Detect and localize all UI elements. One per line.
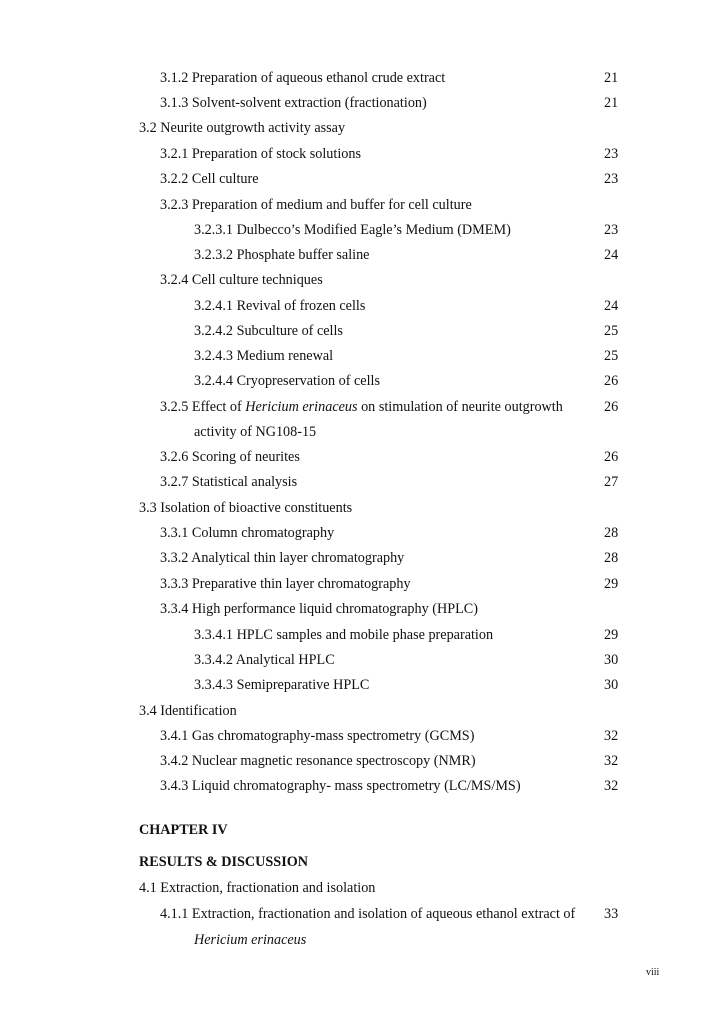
toc-entry-page-number: 30 [604, 652, 619, 668]
toc-entry-page-number: 26 [604, 373, 619, 389]
toc-entry-label [139, 700, 237, 722]
toc-entry-page-number: 33 [604, 906, 619, 922]
toc-entry[interactable] [0, 421, 728, 443]
toc-entry-page-number: 21 [604, 95, 619, 111]
toc-entry-label [160, 446, 300, 468]
toc-entry-text: 3.2.3 Preparation of medium and buffer for cell culture [160, 197, 472, 213]
toc-entry-label [160, 194, 472, 216]
toc-entry[interactable] [0, 194, 728, 216]
toc-entry-text: 3.4 Identification [139, 703, 237, 719]
chapter-subtitle: RESULTS & DISCUSSION [139, 854, 309, 870]
chapter-heading: CHAPTER IV [139, 822, 228, 838]
toc-entry[interactable] [0, 649, 728, 671]
toc-entry[interactable] [0, 143, 728, 165]
toc-entry[interactable] [0, 624, 728, 646]
toc-entry-label [160, 168, 259, 190]
toc-entry-page-number: 24 [604, 298, 619, 314]
toc-entry-label [160, 775, 521, 797]
toc-entry-text: 3.2.3.2 Phosphate buffer saline [194, 247, 370, 263]
toc-entry-label [160, 573, 411, 595]
toc-entry-label [160, 598, 478, 620]
toc-entry-label [194, 219, 511, 241]
toc-entry[interactable] [0, 92, 728, 114]
toc-entry-label [160, 547, 404, 569]
toc-entry-text: 3.4.3 Liquid chromatography- mass spectrometry (LC/MS/MS) [160, 778, 521, 794]
toc-entry[interactable] [0, 269, 728, 291]
toc-entry-label [194, 320, 343, 342]
toc-entry[interactable] [0, 446, 728, 468]
toc-entry-label [160, 396, 563, 418]
toc-entry-text: 3.3.2 Analytical thin layer chromatography [160, 550, 405, 566]
toc-entry-text: 3.2.4 Cell culture techniques [160, 272, 323, 288]
toc-entry-page-number: 29 [604, 576, 619, 592]
toc-entry[interactable] [0, 168, 728, 190]
toc-entry[interactable] [0, 750, 728, 772]
toc-entry-label [160, 67, 445, 89]
toc-entry-page-number: 29 [604, 627, 619, 643]
toc-entry[interactable] [0, 877, 728, 899]
toc-entry-text: 3.2.4.2 Subculture of cells [194, 323, 343, 339]
toc-entry-text: 4.1 Extraction, fractionation and isolation [139, 880, 376, 896]
toc-entry-page-number: 21 [604, 70, 619, 86]
toc-entry[interactable] [0, 295, 728, 317]
toc-entry[interactable] [0, 522, 728, 544]
toc-entry-text: 3.2.4.4 Cryopreservation of cells [194, 373, 380, 389]
toc-entry-text: 3.3.4.1 HPLC samples and mobile phase preparation [194, 627, 494, 643]
toc-entry[interactable] [0, 573, 728, 595]
toc-entry-text: 3.3.3 Preparative thin layer chromatography [160, 576, 411, 592]
toc-entry-label [160, 522, 334, 544]
toc-entry-page-number: 27 [604, 474, 619, 490]
toc-entry-label [194, 244, 369, 266]
toc-entry-text: 3.1.3 Solvent-solvent extraction (fractionation) [160, 95, 427, 111]
toc-entry-label [139, 497, 352, 519]
toc-entry-label [194, 345, 333, 367]
toc-entry-label [160, 471, 297, 493]
toc-entry-label [139, 877, 375, 899]
toc-entry-page-number: 28 [604, 525, 619, 541]
toc-entry-label [160, 92, 427, 114]
toc-entry[interactable] [0, 244, 728, 266]
toc-entry-label [160, 750, 476, 772]
toc-entry-text: 3.2.3.1 Dulbecco’s Modified Eagle’s Medium (DMEM) [194, 222, 511, 238]
toc-entry-page-number: 23 [604, 171, 619, 187]
toc-entry[interactable] [0, 370, 728, 392]
toc-entry-page-number: 23 [604, 222, 619, 238]
toc-entry-label [194, 421, 316, 443]
toc-entry-label [194, 929, 306, 951]
toc-entry-text: 3.2.4.3 Medium renewal [194, 348, 334, 364]
toc-entry[interactable] [0, 674, 728, 696]
toc-entry-page-number: 30 [604, 677, 619, 693]
toc-entry-text: activity of NG108-15 [194, 424, 317, 440]
toc-entry-text: 3.2.7 Statistical analysis [160, 474, 298, 490]
toc-entry[interactable] [0, 700, 728, 722]
toc-entry[interactable] [0, 219, 728, 241]
toc-entry[interactable] [0, 903, 728, 925]
toc-entry[interactable] [0, 725, 728, 747]
toc-entry-page-number: 24 [604, 247, 619, 263]
toc-entry-label [160, 143, 361, 165]
toc-entry-page-number: 25 [604, 323, 619, 339]
toc-entry-page-number: 32 [604, 778, 619, 794]
toc-entry-page-number: 32 [604, 728, 619, 744]
toc-entry-page-number: 28 [604, 550, 619, 566]
toc-entry[interactable] [0, 929, 728, 951]
toc-entry-page-number: 26 [604, 399, 619, 415]
toc-entry-label [194, 649, 335, 671]
toc-entry[interactable] [0, 117, 728, 139]
toc-entry[interactable] [0, 345, 728, 367]
toc-entry-label [194, 624, 493, 646]
toc-entry[interactable] [0, 396, 728, 418]
toc-entry-text-pre: 3.2.5 Effect of [160, 399, 246, 415]
toc-entry-page-number: 26 [604, 449, 619, 465]
toc-entry-species-name: Hericium erinaceus [194, 932, 307, 948]
toc-entry-label [139, 117, 345, 139]
toc-entry-text: 4.1.1 Extraction, fractionation and isolation of aqueous ethanol extract of [160, 906, 576, 922]
toc-entry-label [160, 269, 323, 291]
toc-entry-text: 3.3.1 Column chromatography [160, 525, 335, 541]
toc-entry-text: 3.2.6 Scoring of neurites [160, 449, 300, 465]
toc-entry[interactable] [0, 320, 728, 342]
toc-entry-text: 3.3.4.3 Semipreparative HPLC [194, 677, 370, 693]
page-number: viii [646, 967, 660, 978]
toc-entry-text: 3.3.4.2 Analytical HPLC [194, 652, 335, 668]
toc-entry[interactable] [0, 471, 728, 493]
toc-entry-label [160, 903, 575, 925]
toc-entry-text-post: on stimulation of neurite outgrowth [357, 399, 563, 415]
toc-entry-text: 3.1.2 Preparation of aqueous ethanol crude extract [160, 70, 446, 86]
toc-entry-label [194, 295, 365, 317]
toc-entry-text: 3.3 Isolation of bioactive constituents [139, 500, 353, 516]
toc-entry-label [160, 725, 474, 747]
toc-entry-text: 3.4.2 Nuclear magnetic resonance spectroscopy (NMR) [160, 753, 476, 769]
toc-entry-label [194, 370, 380, 392]
toc-entry-label [194, 674, 369, 696]
toc-entry[interactable] [0, 547, 728, 569]
toc-entry-page-number: 32 [604, 753, 619, 769]
toc-entry-text: 3.2.2 Cell culture [160, 171, 259, 187]
toc-entry-text: 3.2.1 Preparation of stock solutions [160, 146, 361, 162]
toc-entry-page-number: 25 [604, 348, 619, 364]
toc-entry-text: 3.4.1 Gas chromatography-mass spectrometry (GCMS) [160, 728, 475, 744]
toc-entry[interactable] [0, 598, 728, 620]
toc-entry[interactable] [0, 497, 728, 519]
toc-entry-text: 3.2.4.1 Revival of frozen cells [194, 298, 366, 314]
toc-entry-species-name: Hericium erinaceus [245, 399, 358, 415]
toc-entry[interactable] [0, 775, 728, 797]
toc-entry-page-number: 23 [604, 146, 619, 162]
toc-entry[interactable] [0, 67, 728, 89]
toc-entry-text: 3.3.4 High performance liquid chromatography (HPLC) [160, 601, 478, 617]
toc-entry-text: 3.2 Neurite outgrowth activity assay [139, 120, 346, 136]
